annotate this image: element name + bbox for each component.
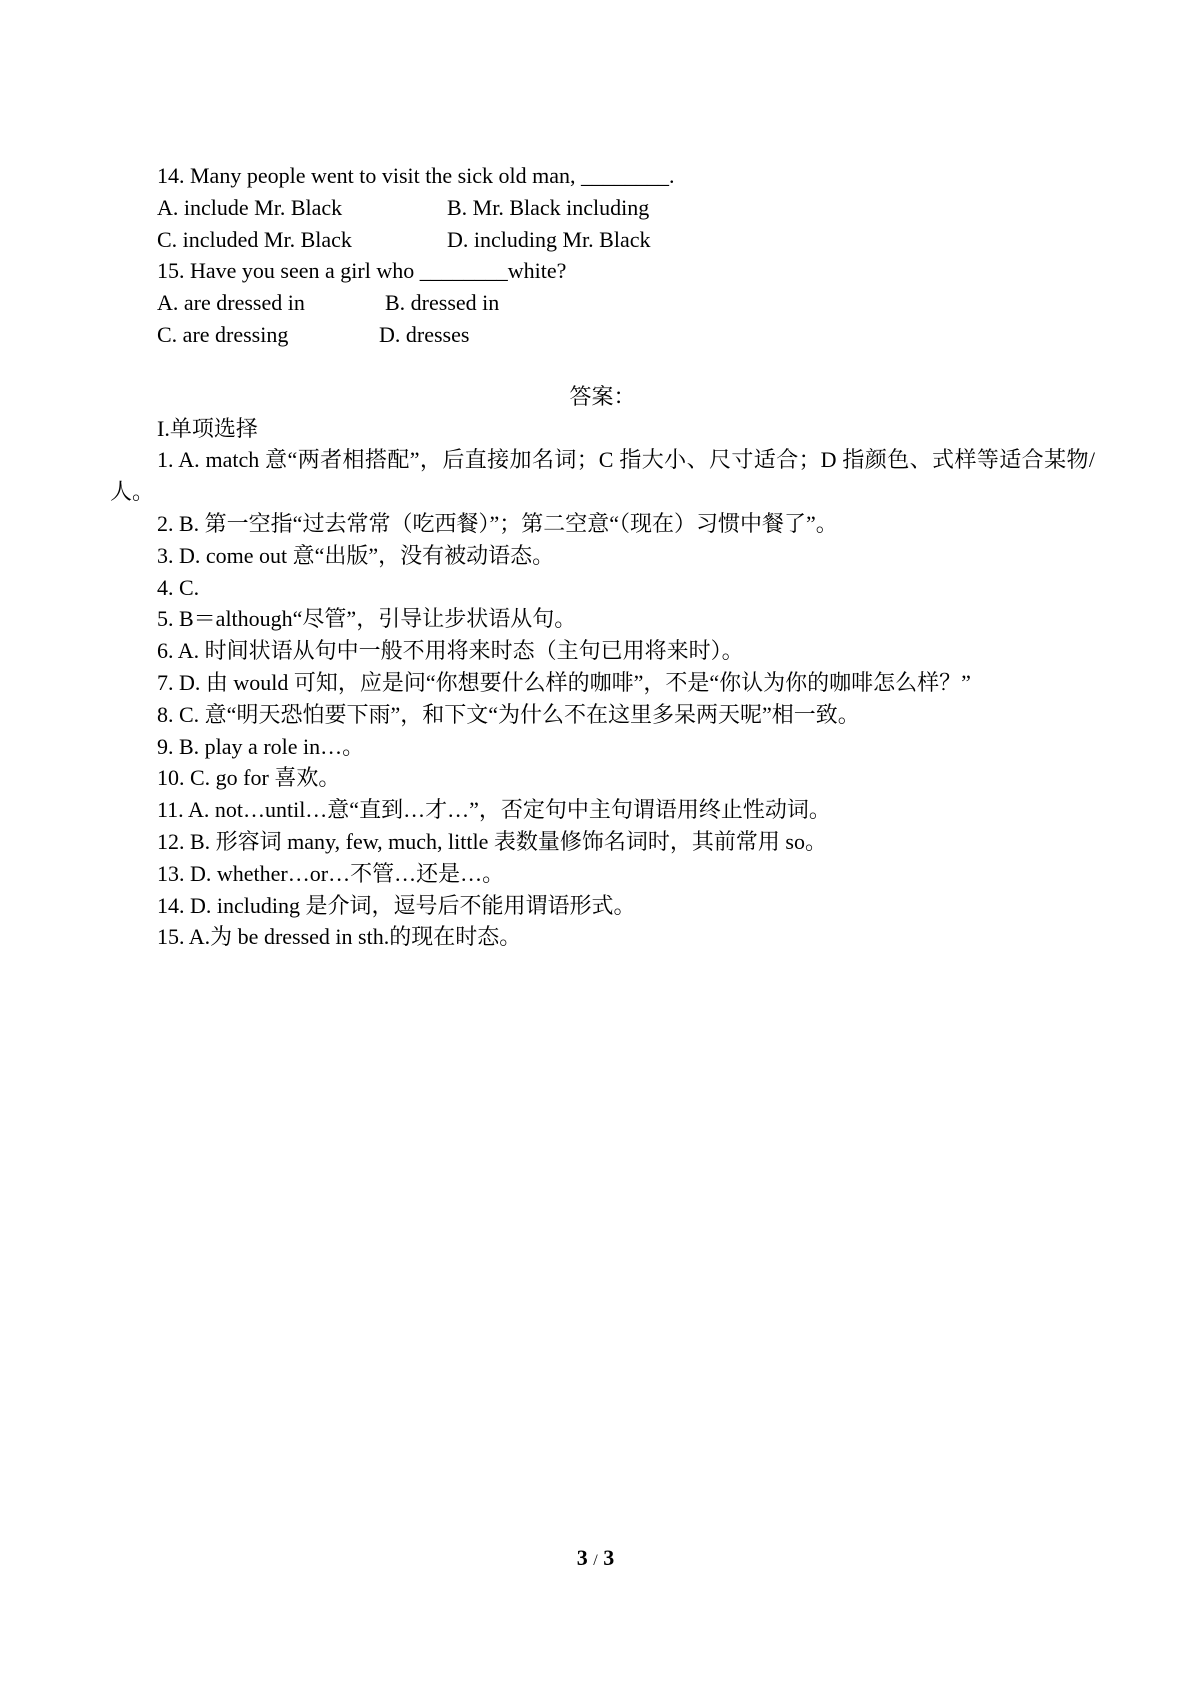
question-15-options-row-1 <box>110 287 1095 319</box>
answer-item-5: 5. B＝although“尽管”，引导让步状语从句。 <box>157 606 577 632</box>
question-14-options-row-1 <box>110 192 1095 224</box>
answer-item-3: 3. D. come out 意“出版”，没有被动语态。 <box>157 542 555 568</box>
answer-item-14: 14. D. including 是介词，逗号后不能用谓语形式。 <box>157 892 636 918</box>
page-number-separator: / <box>593 1552 598 1569</box>
answer-item-12: 12. B. 形容词 many, few, much, little 表数量修饰名词时，其前常用 so。 <box>157 828 827 854</box>
answer-item-7: 7. D. 由 would 可知，应是问“你想要什么样的咖啡”，不是“你认为你的咖啡怎么样？” <box>157 669 971 695</box>
question-14-options-row-2 <box>110 224 1095 256</box>
question-14-option-b: B. Mr. Black including <box>447 194 650 220</box>
question-15-option-a: A. are dressed in <box>157 290 305 316</box>
question-15-option-c: C. are dressing <box>157 321 289 347</box>
answer-item-2: 2. B. 第一空指“过去常常（吃西餐）”；第二空意“（现在）习惯中餐了”。 <box>157 510 838 536</box>
page-content <box>110 160 1095 953</box>
question-15-stem: 15. Have you seen a girl who ________white? <box>157 258 567 284</box>
answer-item-13: 13. D. whether…or…不管…还是…。 <box>157 860 505 886</box>
answer-item-4: 4. C. <box>157 574 200 600</box>
question-15-option-b: B. dressed in <box>385 290 500 316</box>
answer-item-15: 15. A.为 be dressed in sth.的现在时态。 <box>157 924 522 950</box>
page-number <box>0 1545 1191 1571</box>
question-15-option-d: D. dresses <box>379 321 470 347</box>
answer-item-9: 9. B. play a role in…。 <box>157 733 365 759</box>
question-14-stem: 14. Many people went to visit the sick old man, ________. <box>157 163 675 188</box>
answer-item-8: 8. C. 意“明天恐怕要下雨”，和下文“为什么不在这里多呆两天呢”相一致。 <box>157 701 860 727</box>
answer-item-10: 10. C. go for 喜欢。 <box>157 765 341 791</box>
question-14-option-c: C. included Mr. Black <box>157 226 352 252</box>
answers-section-heading: I.单项选择 <box>157 415 258 441</box>
page-number-total: 3 <box>603 1545 615 1570</box>
answer-item-1: 1. A. match 意“两者相搭配”，后直接加名词；C 指大小、尺寸适合；D 指颜色、式样等适合某物/人。 <box>110 447 1095 505</box>
answer-item-11: 11. A. not…until…意“直到…才…”，否定句中主句谓语用终止性动词。 <box>157 797 831 823</box>
question-15-options-row-2 <box>110 319 1095 351</box>
page-number-current: 3 <box>576 1545 588 1570</box>
answer-item-6: 6. A. 时间状语从句中一般不用将来时态（主句已用将来时）。 <box>157 638 744 664</box>
answers-title: 答案： <box>569 383 636 409</box>
question-14-option-a: A. include Mr. Black <box>157 194 343 220</box>
question-14-option-d: D. including Mr. Black <box>447 226 651 252</box>
